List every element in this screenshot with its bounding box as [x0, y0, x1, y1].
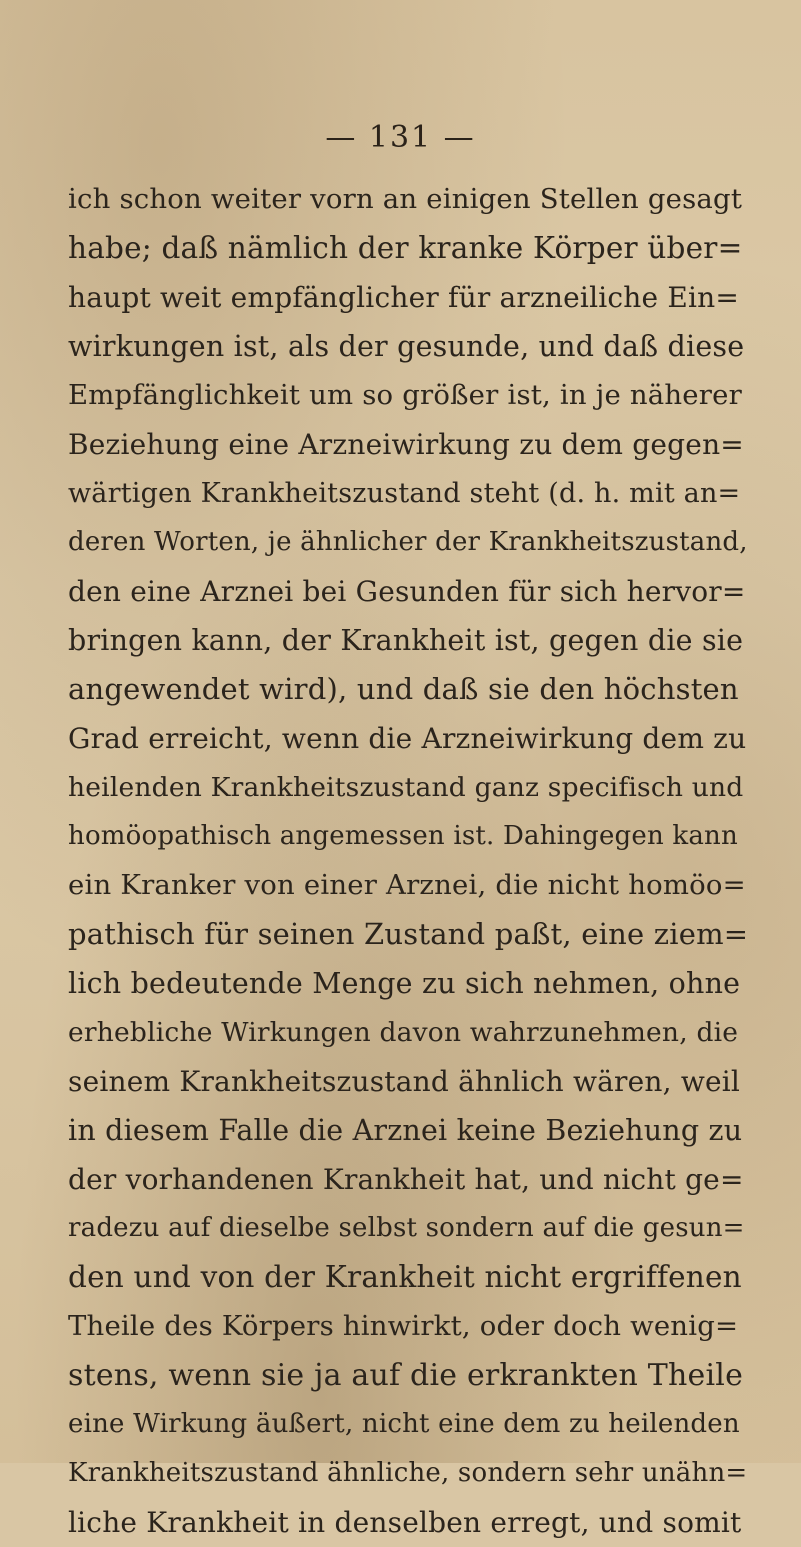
text-line: liche Krankheit in denselben erregt, und somit — [68, 1506, 742, 1539]
body-text — [68, 175, 748, 1547]
text-line: heilenden Krankheitszustand ganz specifisch und — [68, 772, 744, 803]
text-line: homöopathisch angemessen ist. Dahingegen kann — [68, 821, 738, 851]
text-line: Grad erreicht, wenn die Arzneiwirkung dem zu — [68, 722, 747, 755]
text-line: Empfänglichkeit um so größer ist, in je näherer — [68, 379, 742, 411]
text-line: wirkungen ist, als der gesunde, und daß diese — [68, 330, 745, 363]
text-line: lich bedeutende Menge zu sich nehmen, ohne — [68, 967, 741, 1000]
text-line: den eine Arznei bei Gesunden für sich hervor= — [68, 575, 746, 608]
page-number: — 131 — — [325, 120, 476, 155]
text-line: Theile des Körpers hinwirkt, oder doch wenig= — [68, 1310, 739, 1342]
text-line: den und von der Krankheit nicht ergriffenen — [68, 1260, 742, 1294]
text-line: angewendet wird), und daß sie den höchsten — [68, 672, 739, 706]
text-line: in diesem Falle die Arznei keine Beziehung zu — [68, 1114, 743, 1147]
text-line: bringen kann, der Krankheit ist, gegen die sie — [68, 624, 744, 657]
text-line: erhebliche Wirkungen davon wahrzunehmen, die — [68, 1017, 739, 1048]
text-line: stens, wenn sie ja auf die erkrankten Theile — [68, 1358, 744, 1393]
text-line: haupt weit empfänglicher für arzneiliche Ein= — [68, 281, 740, 314]
text-line: ein Kranker von einer Arznei, die nicht homöo= — [68, 869, 746, 901]
text-line: ich schon weiter vorn an einigen Stellen gesagt — [68, 183, 743, 215]
text-line: wärtigen Krankheitszustand steht (d. h. mit an= — [68, 478, 741, 509]
text-line: der vorhandenen Krankheit hat, und nicht ge= — [68, 1163, 744, 1196]
text-line: eine Wirkung äußert, nicht eine dem zu heilenden — [68, 1409, 740, 1439]
text-line: pathisch für seinen Zustand paßt, eine ziem= — [68, 917, 749, 951]
text-line: Krankheitszustand ähnliche, sondern sehr unähn= — [68, 1458, 748, 1488]
text-line: seinem Krankheitszustand ähnlich wären, weil — [68, 1065, 741, 1098]
text-line: habe; daß nämlich der kranke Körper über= — [68, 231, 743, 265]
text-line: radezu auf dieselbe selbst sondern auf die gesun= — [68, 1213, 745, 1243]
text-line: Beziehung eine Arzneiwirkung zu dem gegen= — [68, 428, 744, 461]
text-line: deren Worten, je ähnlicher der Krankheitszustand, — [68, 527, 748, 557]
